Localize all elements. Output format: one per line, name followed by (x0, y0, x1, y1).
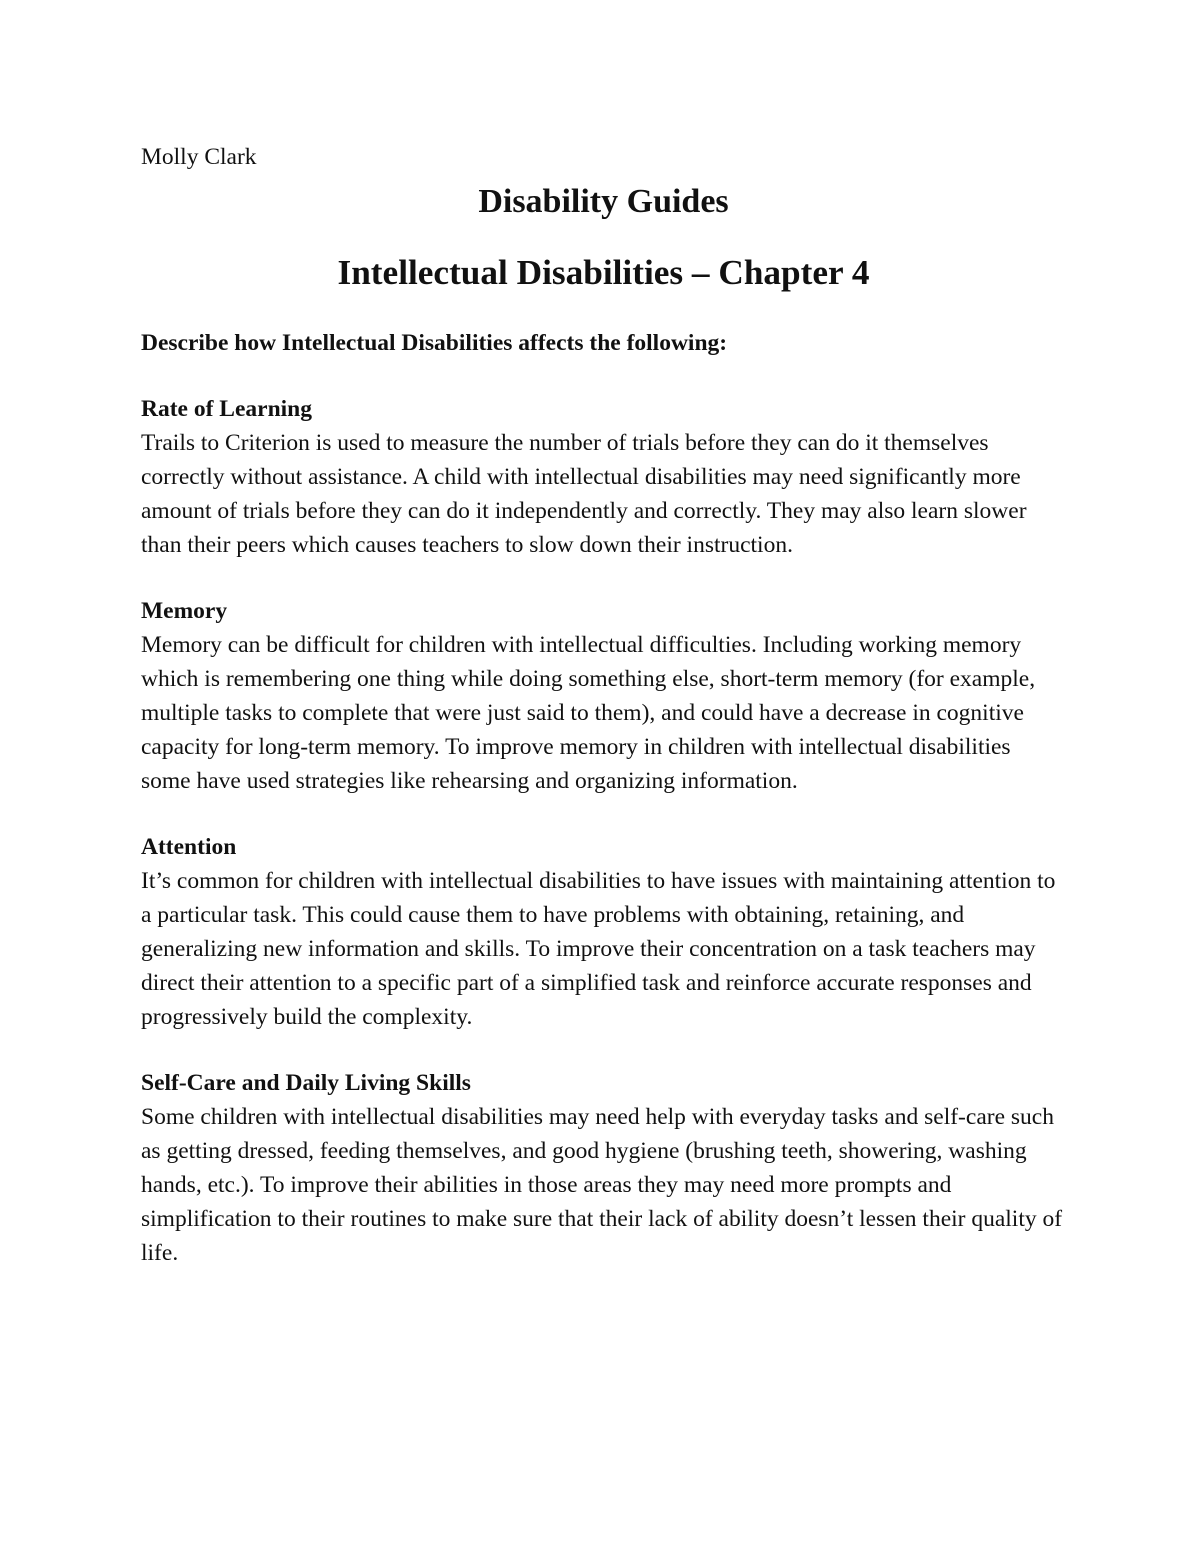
document-content (141, 140, 1066, 1270)
section-attention (141, 830, 1066, 1034)
section-heading: Rate of Learning (141, 396, 313, 422)
section-self-care (141, 1066, 1066, 1270)
section-heading: Self-Care and Daily Living Skills (141, 1070, 471, 1096)
section-rate-of-learning (141, 392, 1066, 562)
section-heading: Memory (141, 598, 228, 624)
section-body: Trails to Criterion is used to measure the number of trials before they can do it themselves correctly without assistance. A child with intellectual disabilities may need significantly more amount of trials before they can do it independently and correctly. They may also learn slower than their peers which causes teachers to slow down their instruction. (141, 430, 1027, 558)
document-subtitle: Intellectual Disabilities – Chapter 4 (337, 253, 870, 292)
section-heading: Attention (141, 834, 237, 860)
section-body: Some children with intellectual disabilities may need help with everyday tasks and self-care such as getting dressed, feeding themselves, and good hygiene (brushing teeth, showering, washing hands, etc.). To improve their abilities in those areas they may need more prompts and simplification to their routines to make sure that their lack of ability doesn’t lessen their quality of life. (141, 1104, 1063, 1266)
section-body: It’s common for children with intellectual disabilities to have issues with maintaining attention to a particular task. This could cause them to have problems with obtaining, retaining, and generalizing new information and skills. To improve their concentration on a task teachers may direct their attention to a specific part of a simplified task and reinforce accurate responses and progressively build the complexity. (141, 868, 1056, 1030)
author-name: Molly Clark (141, 144, 257, 170)
assignment-prompt: Describe how Intellectual Disabilities affects the following: (141, 330, 728, 356)
section-memory (141, 594, 1066, 798)
section-body: Memory can be difficult for children with intellectual difficulties. Including working memory which is remembering one thing while doing something else, short-term memory (for example, multiple tasks to complete that were just said to them), and could have a decrease in cognitive capacity for long-term memory. To improve memory in children with intellectual disabilities some have used strategies like rehearsing and organizing information. (141, 632, 1036, 794)
document-title: Disability Guides (478, 183, 729, 220)
